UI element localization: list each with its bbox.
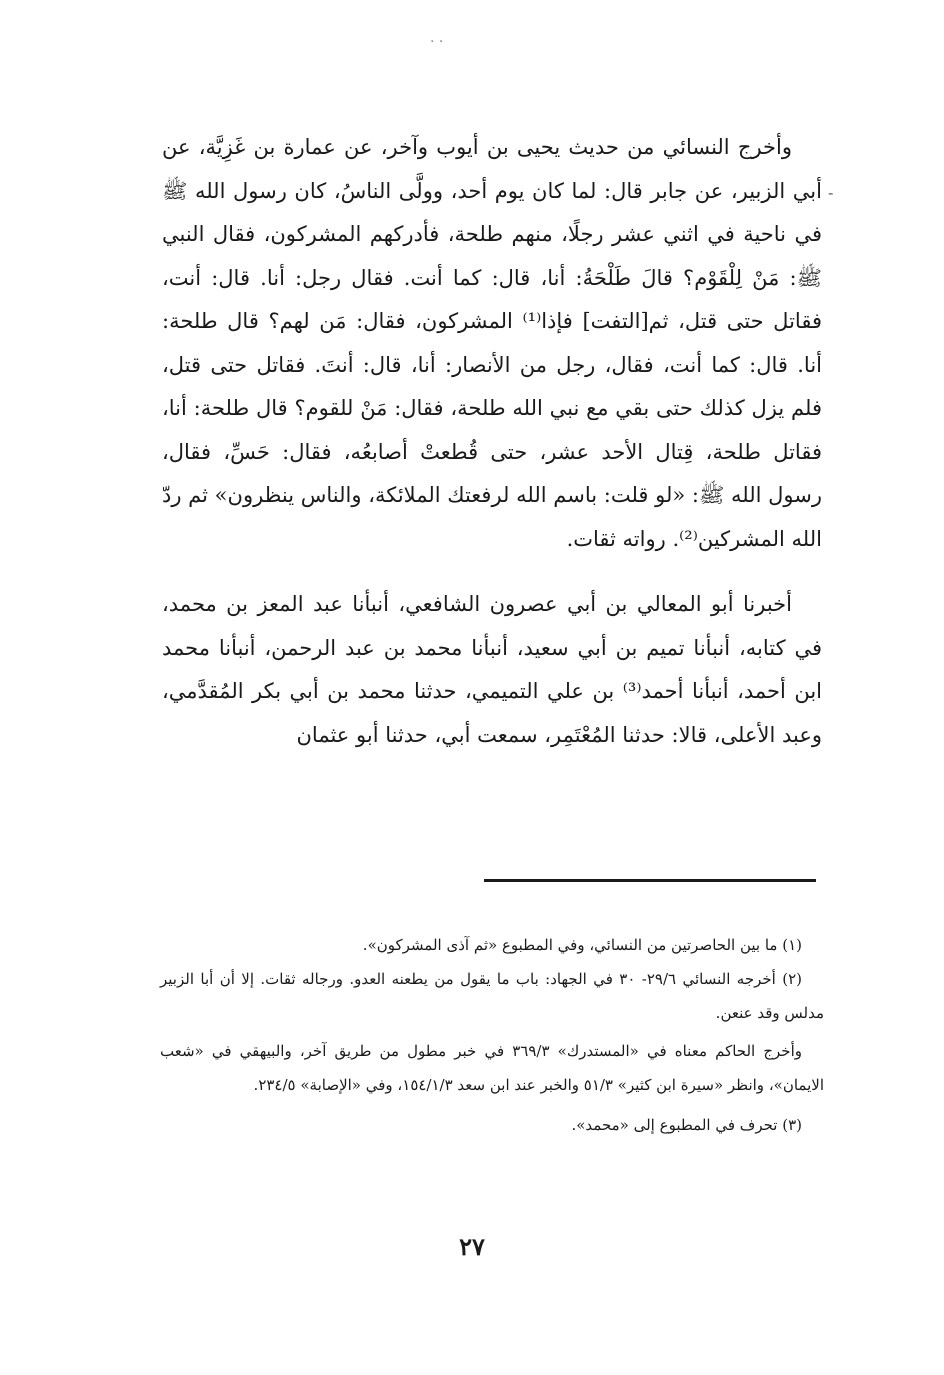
main-paragraph-2: أخبرنا أبو المعالي بن أبي عصرون الشافعي، أنبأنا عبد المعز بن محمد، في كتابه، أنبأنا تميم بن أبي سعيد، أنبأنا محمد بن عبد الرحمن، أنبأنا محمد ابن أحمد، أنبأنا أحمد⁽³⁾ بن علي التميمي، حدثنا محمد بن أبي بكر المُقدَّمي، وعبد الأعلى، قالا: حدثنا المُعْتَمِر، سمعت أبي، حدثنا أبو عثمان — [162, 592, 823, 747]
footnote-3: (٣) تحرف في المطبوع إلى «محمد». — [571, 1116, 802, 1134]
footnote-1: (١) ما بين الحاصرتين من النسائي، وفي المطبوع «ثم آذى المشركون». — [362, 936, 802, 954]
top-scan-mark: · · — [430, 34, 444, 50]
footnote-2: (٢) أخرجه النسائي ٢٩/٦- ٣٠ في الجهاد: باب ما يقول من يطعنه العدو. ورجاله ثقات. إلا أن أبا الزبير مدلس وقد عنعن. — [160, 970, 824, 1022]
footnotes-block — [160, 928, 824, 1142]
main-text-block — [162, 126, 822, 757]
margin-tick-mark: - — [828, 183, 834, 202]
footnote-2-continuation: وأخرج الحاكم معناه في «المستدرك» ٣٦٩/٣ في خبر مطول من طريق آخر، والبيهقي في «شعب الايمان»، وانظر «سيرة ابن كثير» ٥١/٣ والخبر عند ابن سعد ١٥٤/١/٣، وفي «الإصابة» ٢٣٤/٥. — [160, 1042, 824, 1094]
main-paragraph-1: وأخرج النسائي من حديث يحيى بن أيوب وآخر، عن عمارة بن غَزِيَّة، عن أبي الزبير، عن جابر قال: لما كان يوم أحد، وولَّى الناسُ، كان رسول الله ﷺ في ناحية في اثني عشر رجلًا، منهم طلحة، فأدركهم المشركون، فقال النبي ﷺ: مَنْ لِلْقَوْم؟ قالَ طَلْحَةُ: أنا، قال: كما أنت. فقال رجل: أنا. قال: أنت، فقاتل حتى قتل، ثم[التفت] فإذا⁽¹⁾ المشركون، فقال: مَن لهم؟ قال طلحة: أنا. قال: كما أنت، فقال، رجل من الأنصار: أنا، قال: أنتَ. فقاتل حتى قتل، فلم يزل كذلك حتى بقي مع نبي الله طلحة، فقال: مَنْ للقوم؟ قال طلحة: أنا، فقاتل طلحة، قِتال الأحد عشر، حتى قُطعتْ أصابعُه، فقال: حَسِّ، فقال، رسول الله ﷺ: «لو قلت: باسم الله لرفعتك الملائكة، والناس ينظرون» ثم ردّ الله المشركين⁽²⁾. رواته ثقات. — [162, 135, 822, 551]
footnote-separator — [484, 879, 816, 882]
page-number: ٢٧ — [459, 1232, 485, 1261]
